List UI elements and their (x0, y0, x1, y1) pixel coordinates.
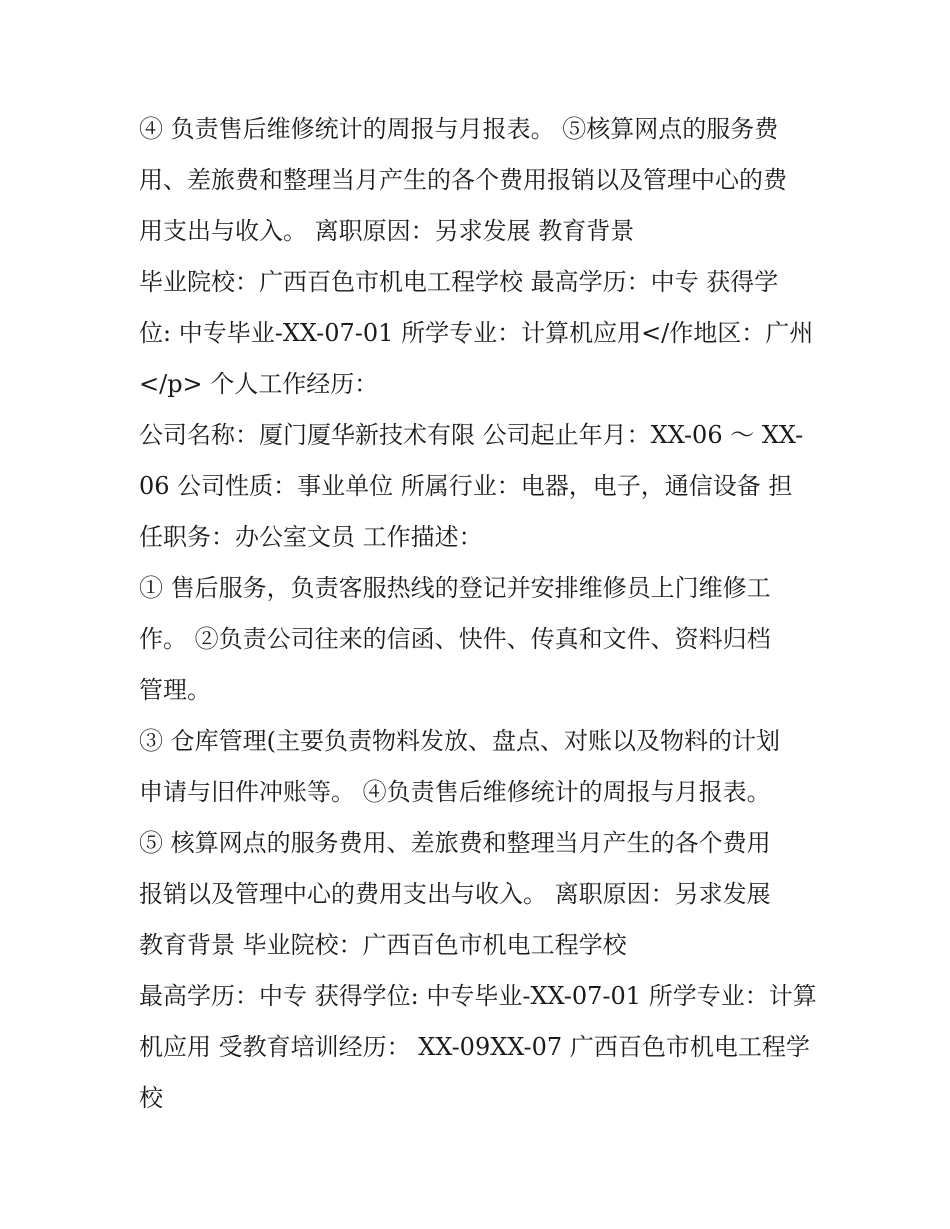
text-line: 教育背景 毕业院校：广西百色市机电工程学校 (139, 931, 627, 959)
text-line: 最高学历：中专 获得学位: 中专毕业-XX-07-01 所学专业：计算 (139, 982, 817, 1010)
text-line: 毕业院校：广西百色市机电工程学校 最高学历：中专 获得学 (139, 268, 779, 296)
text-line: 任职务：办公室文员 工作描述： (139, 523, 483, 551)
text-line: 用支出与收入。 离职原因：另求发展 教育背景 (139, 217, 635, 245)
text-line: 公司名称：厦门厦华新技术有限 公司起止年月：XX-06 ～ XX- (139, 421, 804, 449)
text-line: 校 (139, 1084, 163, 1112)
document-body (139, 104, 829, 1124)
text-line: 报销以及管理中心的费用支出与收入。 离职原因：另求发展 (139, 880, 771, 908)
text-line: 申请与旧件冲账等。 ④负责售后维修统计的周报与月报表。 (139, 778, 771, 806)
text-line: ① 售后服务，负责客服热线的登记并安排维修员上门维修工 (139, 574, 771, 602)
text-line: </p> 个人工作经历： (139, 370, 379, 398)
text-line: 位: 中专毕业-XX-07-01 所学专业：计算机应用</作地区：广州 (139, 319, 814, 347)
text-line: 作。 ②负责公司往来的信函、快件、传真和文件、资料归档 (139, 625, 771, 653)
text-line: ③ 仓库管理(主要负责物料发放、盘点、对账以及物料的计划 (139, 727, 780, 755)
text-line: 用、差旅费和整理当月产生的各个费用报销以及管理中心的费 (139, 166, 787, 194)
text-line: ④ 负责售后维修统计的周报与月报表。 ⑤核算网点的服务费 (139, 115, 779, 143)
text-line: ⑤ 核算网点的服务费用、差旅费和整理当月产生的各个费用 (139, 829, 771, 857)
text-line: 06 公司性质：事业单位 所属行业：电器，电子，通信设备 担 (139, 472, 793, 500)
text-line: 机应用 受教育培训经历： XX-09XX-07 广西百色市机电工程学 (139, 1033, 810, 1061)
text-line: 管理。 (139, 676, 211, 704)
